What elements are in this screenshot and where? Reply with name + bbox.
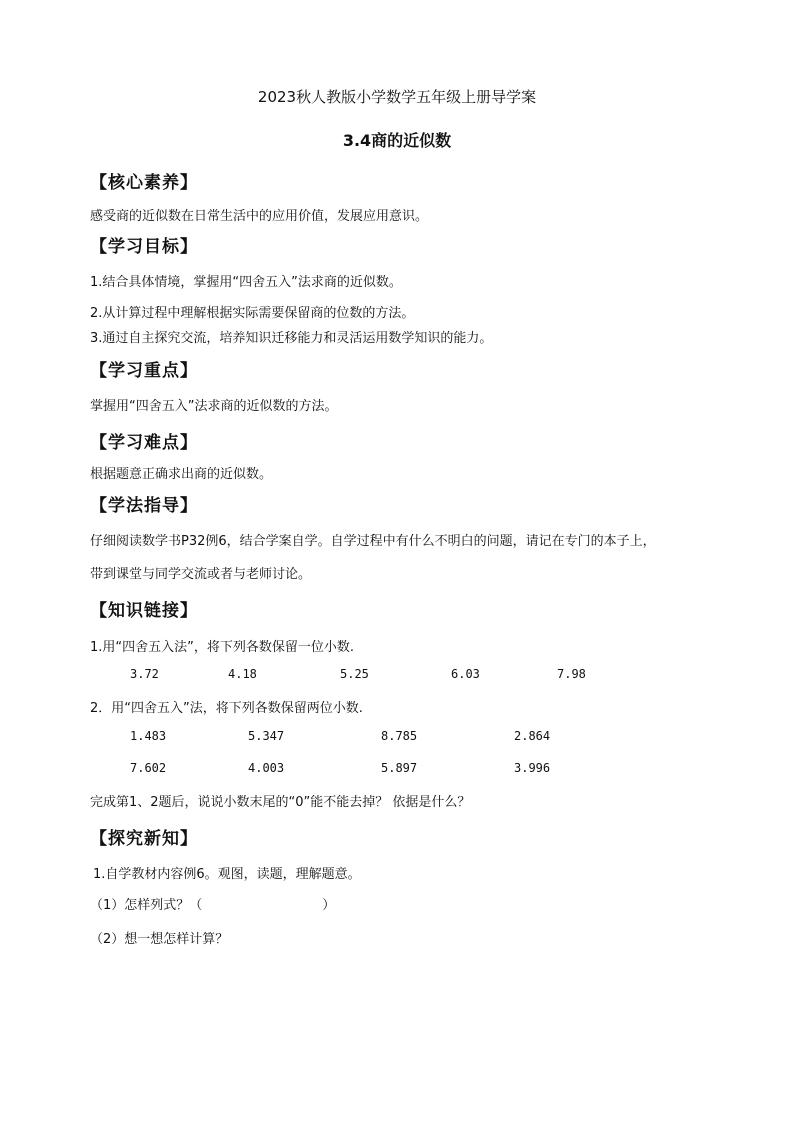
method-line-2: 带到课堂与同学交流或者与老师讨论。	[90, 567, 312, 582]
heading-link: 【知识链接】	[90, 601, 198, 621]
goal-item-3: 3.通过自主探究交流，培养知识迁移能力和灵活运用数学知识的能力。	[90, 331, 493, 346]
difficulty-text: 根据题意正确求出商的近似数。	[90, 467, 273, 482]
q2-number: 3.996	[514, 761, 551, 775]
q2-number: 5.897	[381, 761, 418, 775]
explore-sub-1-suffix: ）	[322, 898, 336, 913]
q2-number: 5.347	[248, 729, 285, 743]
link-question-2: 2．用“四舍五入”法，将下列各数保留两位小数.	[90, 701, 363, 716]
q2-number: 7.602	[130, 761, 167, 775]
heading-method: 【学法指导】	[90, 496, 198, 516]
q1-number: 4.18	[228, 667, 257, 681]
q1-number: 3.72	[130, 667, 159, 681]
heading-difficulty: 【学习难点】	[90, 433, 198, 453]
q1-number: 5.25	[340, 667, 369, 681]
core-text: 感受商的近似数在日常生活中的应用价值，发展应用意识。	[90, 209, 429, 224]
doc-subtitle: 3.4商的近似数	[342, 131, 452, 150]
explore-item-1: 1.自学教材内容例6。观图，读题，理解题意。	[93, 867, 361, 882]
q2-number: 8.785	[381, 729, 418, 743]
goal-item-2: 2.从计算过程中理解根据实际需要保留商的位数的方法。	[90, 306, 415, 321]
heading-core: 【核心素养】	[90, 173, 198, 193]
doc-title: 2023秋人教版小学数学五年级上册导学案	[257, 88, 537, 106]
heading-explore: 【探究新知】	[90, 829, 198, 849]
link-note: 完成第1、2题后，说说小数末尾的“0”能不能去掉？ 依据是什么？	[90, 795, 471, 810]
q2-number: 4.003	[248, 761, 285, 775]
q2-number: 2.864	[514, 729, 551, 743]
link-question-1: 1.用“四舍五入法”，将下列各数保留一位小数.	[90, 640, 355, 655]
explore-sub-1-prefix: （1）怎样列式？（	[90, 898, 203, 913]
explore-sub-2: （2）想一想怎样计算？	[90, 932, 229, 947]
q1-number: 7.98	[557, 667, 586, 681]
explore-sub-1	[90, 894, 335, 913]
heading-focus: 【学习重点】	[90, 361, 198, 381]
q2-number: 1.483	[130, 729, 167, 743]
heading-goals: 【学习目标】	[90, 237, 198, 257]
method-line-1: 仔细阅读数学书P32例6，结合学案自学。自学过程中有什么不明白的问题，请记在专门的本子上，	[90, 534, 656, 549]
goal-item-1: 1.结合具体情境，掌握用“四舍五入”法求商的近似数。	[90, 275, 402, 290]
q1-number: 6.03	[451, 667, 480, 681]
focus-text: 掌握用“四舍五入”法求商的近似数的方法。	[90, 399, 338, 414]
